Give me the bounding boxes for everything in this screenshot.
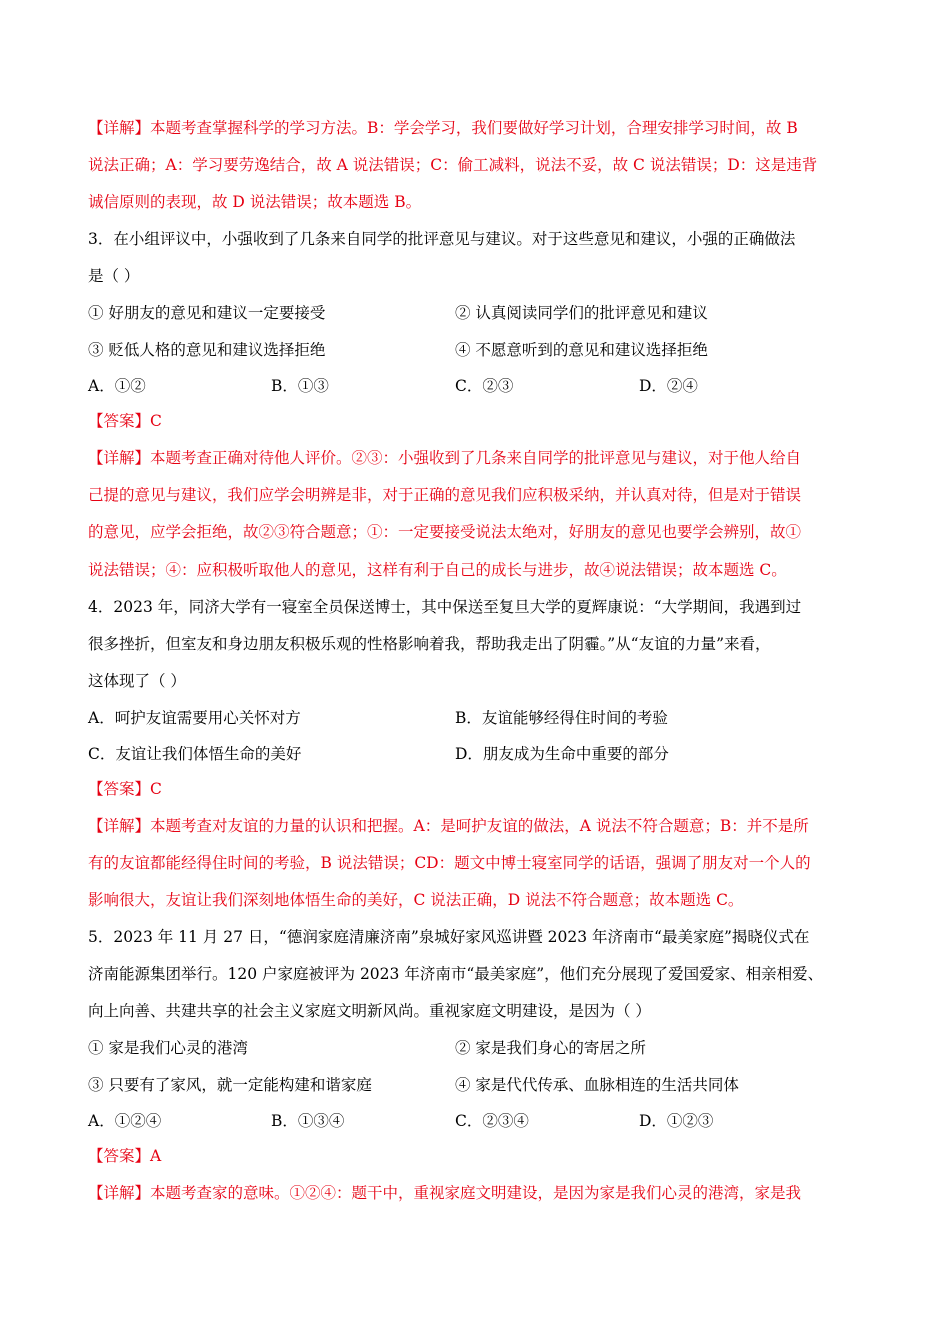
q2-detail-line-2: 说法正确；A：学习要劳逸结合，故 A 说法错误；C：偷工减料，说法不妥，故 C 说法错误；D：这是违背 (88, 156, 818, 174)
q3-stem-line-1: 3．在小组评议中，小强收到了几条来自同学的批评意见与建议。对于这些意见和建议，小强的正确做法 (88, 230, 796, 248)
q3-statement-2: ② 认真阅读同学们的批评意见和建议 (455, 304, 708, 322)
q3-option-a: A．①② (88, 377, 146, 395)
q3-statement-3: ③ 贬低人格的意见和建议选择拒绝 (88, 341, 326, 359)
q4-option-b: B．友谊能够经得住时间的考验 (455, 709, 668, 727)
q4-option-c: C．友谊让我们体悟生命的美好 (88, 745, 302, 763)
q3-detail-line-4: 说法错误；④：应积极听取他人的意见，这样有利于自己的成长与进步，故④说法错误；故本题选 C。 (88, 561, 787, 579)
q3-option-c: C．②③ (455, 377, 514, 395)
q5-statement-3: ③ 只要有了家风，就一定能构建和谐家庭 (88, 1076, 372, 1094)
q3-option-b: B．①③ (271, 377, 329, 395)
q5-option-c: C．②③④ (455, 1112, 529, 1130)
q3-detail-line-2: 己提的意见与建议，我们应学会明辨是非，对于正确的意见我们应积极采纳，并认真对待，但是对于错误 (88, 486, 802, 504)
q2-detail-line-1: 【详解】本题考查掌握科学的学习方法。B：学会学习，我们要做好学习计划，合理安排学习时间，故 B (88, 119, 798, 137)
q4-answer: 【答案】C (88, 780, 162, 798)
q5-statement-1: ① 家是我们心灵的港湾 (88, 1039, 248, 1057)
q5-statement-2: ② 家是我们身心的寄居之所 (455, 1039, 646, 1057)
q5-stem-line-2: 济南能源集团举行。120 户家庭被评为 2023 年济南市“最美家庭”，他们充分展现了爱国爱家、相亲相爱、 (88, 965, 824, 983)
q2-detail-line-3: 诚信原则的表现，故 D 说法错误；故本题选 B。 (88, 193, 422, 211)
q3-detail-line-3: 的意见，应学会拒绝，故②③符合题意；①：一定要接受说法太绝对，好朋友的意见也要学会辨别，故① (88, 523, 802, 541)
q5-answer: 【答案】A (88, 1147, 162, 1165)
q3-answer: 【答案】C (88, 412, 162, 430)
q3-option-d: D．②④ (639, 377, 698, 395)
q5-option-b: B．①③④ (271, 1112, 345, 1130)
q3-statement-1: ① 好朋友的意见和建议一定要接受 (88, 304, 326, 322)
q4-stem-line-3: 这体现了（ ） (88, 672, 186, 690)
q3-detail-line-1: 【详解】本题考查正确对待他人评价。②③：小强收到了几条来自同学的批评意见与建议，对于他人给自 (88, 449, 802, 467)
q5-option-d: D．①②③ (639, 1112, 714, 1130)
q4-stem-line-2: 很多挫折，但室友和身边朋友积极乐观的性格影响着我，帮助我走出了阴霾。”从“友谊的力量”来看， (88, 635, 771, 653)
q4-option-a: A．呵护友谊需要用心关怀对方 (88, 709, 301, 727)
q3-statement-4: ④ 不愿意听到的意见和建议选择拒绝 (455, 341, 708, 359)
q4-detail-line-1: 【详解】本题考查对友谊的力量的认识和把握。A：是呵护友谊的做法，A 说法不符合题意；B：并不是所 (88, 817, 809, 835)
q3-stem-line-2: 是（ ） (88, 267, 140, 285)
q4-option-d: D．朋友成为生命中重要的部分 (455, 745, 669, 763)
q4-detail-line-3: 影响很大，友谊让我们深刻地体悟生命的美好，C 说法正确，D 说法不符合题意；故本题选 C。 (88, 891, 744, 909)
q4-detail-line-2: 有的友谊都能经得住时间的考验，B 说法错误；CD：题文中博士寝室同学的话语，强调了朋友对一个人的 (88, 854, 811, 872)
q4-stem-line-1: 4．2023 年，同济大学有一寝室全员保送博士，其中保送至复旦大学的夏辉康说：“大学期间，我遇到过 (88, 598, 802, 616)
q5-statement-4: ④ 家是代代传承、血脉相连的生活共同体 (455, 1076, 739, 1094)
q5-detail-line-1: 【详解】本题考查家的意味。①②④：题干中，重视家庭文明建设，是因为家是我们心灵的港湾，家是我 (88, 1184, 802, 1202)
q5-stem-line-3: 向上向善、共建共享的社会主义家庭文明新风尚。重视家庭文明建设，是因为（ ） (88, 1002, 651, 1020)
q5-stem-line-1: 5．2023 年 11 月 27 日，“德润家庭清廉济南”泉城好家风巡讲暨 2023 年济南市“最美家庭”揭晓仪式在 (88, 928, 810, 946)
q5-option-a: A．①②④ (88, 1112, 162, 1130)
